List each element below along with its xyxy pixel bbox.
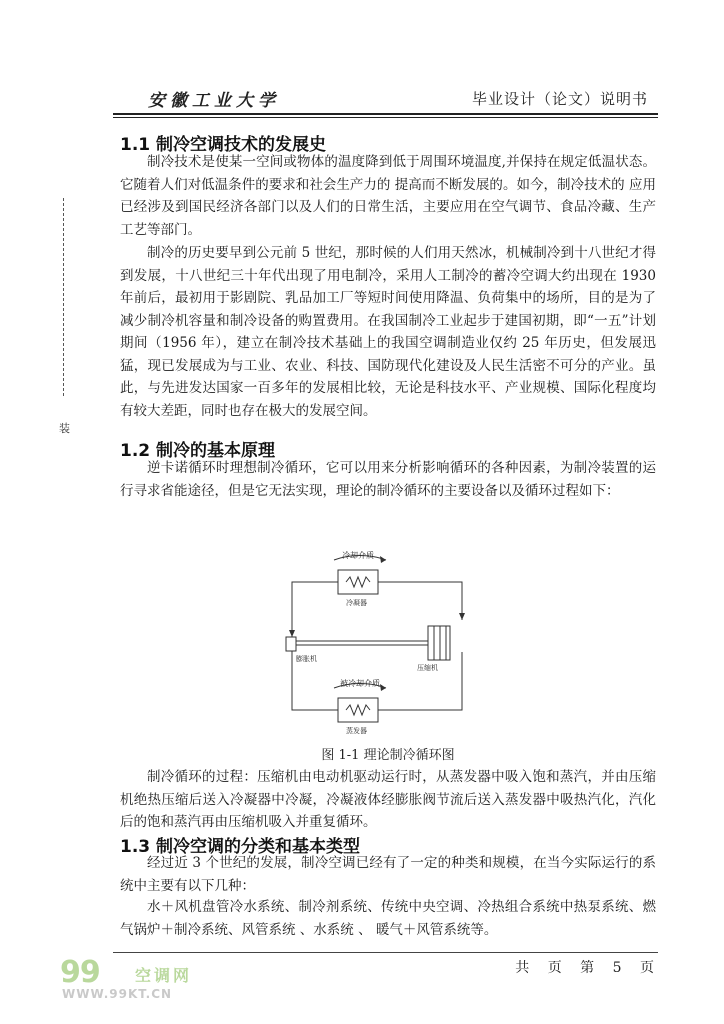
header-rule (113, 113, 658, 115)
logo-name: 空调网 (135, 966, 193, 985)
condenser-coil (346, 577, 370, 587)
section-1-2-title: 1.2 制冷的基本原理 (120, 441, 276, 461)
figure-caption: 图 1-1 理论制冷循环图 (321, 748, 455, 763)
label-condenser: 冷凝器 (346, 599, 367, 607)
evaporator-coil (346, 705, 370, 715)
evaporator-box (338, 698, 378, 722)
compressor-body (428, 626, 450, 660)
expansion-valve (286, 637, 296, 651)
label-coolant-bottom: 被冷却介质 (340, 679, 380, 688)
refrigeration-cycle-diagram (280, 550, 480, 740)
section-1-1-para-2: 制冷的历史要早到公元前 5 世纪，那时候的人们用天然冰，机械制冷到十八世纪才得到发展，十八世纪三十年代出现了用电制冷，采用人工制冷的蓄冷空调大约出现在 1930 年前后，最初用于影剧院、乳品加工厂等短时间使用降温、负荷集中的场所，目的是为了减少制冷机容量和制冷设备的购置费用。在我国制冷工业起步于建国初期，即“一五”计划期间（1956 年），建立在制冷技术基础上的我国空调制造业仅约 25 年历史，但发展迅猛，现已发展成为与工业、农业、科技、国防现代化建设及人民生活密不可分的产业。虽此，与先进发达国家一百多年的发展相比较，无论是科技水平、产业规模、国际化程度均有较大差距，同时也存在极大的发展空间。 (120, 245, 656, 419)
footer-rule (113, 952, 658, 953)
page-number: 共 页 第 5 页 (515, 960, 654, 976)
section-1-1-title: 1.1 制冷空调技术的发展史 (120, 135, 327, 155)
pipe-bottom-right (378, 652, 462, 710)
pipe-top-right (378, 582, 462, 620)
cycle-process-paragraph: 制冷循环的过程：压缩机由电动机驱动运行时，从蒸发器中吸入饱和蒸汽，并由压缩机绝热压缩后送入冷凝器中冷凝，冷凝液体经膨胀阀节流后送入蒸发器中吸热汽化，汽化后的饱和蒸汽再由压缩机吸入并重复循环。 (120, 769, 656, 830)
label-evaporator: 蒸发器 (346, 727, 367, 735)
label-coolant-top: 冷却介质 (342, 551, 374, 560)
label-compressor: 压缩机 (417, 664, 438, 672)
condenser-box (338, 570, 378, 594)
section-1-1-para-1: 制冷技术是使某一空间或物体的温度降到低于周围环境温度,并保持在规定低温状态。它随着人们对低温条件的要求和社会生产力的 提高而不断发展的。如今，制冷技术的 应用已经涉及到国民经济各部门以及人们的日常生活，主要应用在空气调节、食品冷藏、生产工艺等部门。 (120, 154, 656, 238)
document-type: 毕业设计（论文）说明书 (471, 90, 648, 108)
header-rule-thin (113, 117, 658, 118)
logo-url: WWW.99KT.CN (62, 987, 173, 1001)
school-name: 安徽工业大学 (148, 91, 280, 111)
section-1-3-para-2: 水＋风机盘管冷水系统、制冷剂系统、传统中央空调、冷热组合系统中热泵系统、燃气锅炉＋制冷系统、风管系统 、水系统 、 暖气＋风管系统等。 (120, 899, 656, 938)
section-1-2-para-1: 逆卡诺循环时理想制冷循环，它可以用来分析影响循环的各种因素，为制冷装置的运行寻求省能途径，但是它无法实现，理论的制冷循环的主要设备以及循环过程如下： (120, 460, 656, 499)
label-expansion: 膨胀机 (296, 655, 317, 663)
pipe-top (292, 582, 338, 637)
logo-number: 99 (60, 955, 100, 990)
binding-mark: 装 (59, 422, 70, 435)
binding-line (63, 198, 64, 396)
watermark-logo (60, 955, 230, 1005)
section-1-3-title: 1.3 制冷空调的分类和基本类型 (120, 837, 361, 857)
section-1-3-para-1: 经过近 3 个世纪的发展，制冷空调已经有了一定的种类和规模，在当今实际运行的系统中主要有以下几种： (120, 855, 656, 894)
